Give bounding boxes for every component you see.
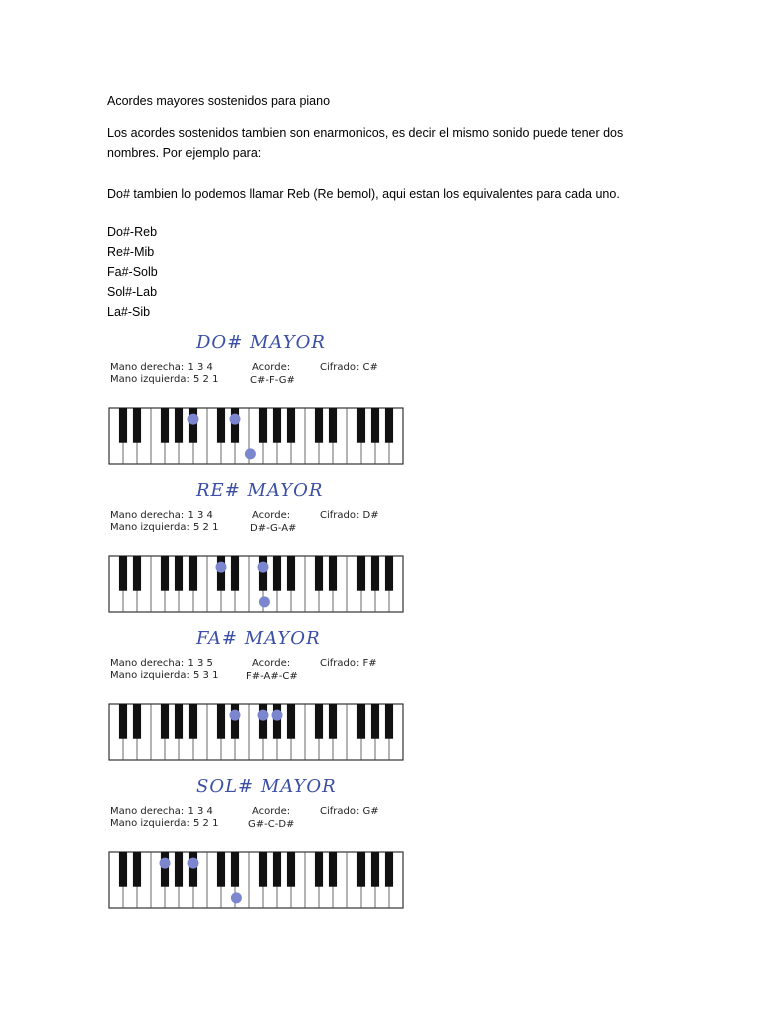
black-key [175,704,183,739]
black-key [357,852,365,887]
black-key [133,704,141,739]
equivalent-item: Fa#-Solb [107,265,158,279]
black-key [329,704,337,739]
black-key [133,408,141,443]
equivalent-item: Do#-Reb [107,225,158,239]
black-key [231,556,239,591]
black-key [133,852,141,887]
black-key [119,704,127,739]
black-key [329,556,337,591]
black-key [385,556,393,591]
finger-dot [216,562,227,573]
chord-title: DO# MAYOR [196,332,326,353]
black-key [175,408,183,443]
black-key [371,852,379,887]
left-hand-fingering: Mano izquierda: 5 2 1 [110,522,219,533]
intro-line-1: Los acordes sostenidos tambien son enarmonicos, es decir el mismo sonido puede tener dos [107,126,624,140]
right-hand-fingering: Mano derecha: 1 3 5 [110,658,213,669]
black-key [259,704,267,739]
black-key [287,852,295,887]
cifrado-label: Cifrado: G# [320,806,379,817]
example-sentence: Do# tambien lo podemos llamar Reb (Re bemol), aqui estan los equivalentes para cada uno. [107,187,620,201]
black-key [119,852,127,887]
left-hand-fingering: Mano izquierda: 5 2 1 [110,374,219,385]
black-key [189,556,197,591]
black-key [273,704,281,739]
acorde-label: Acorde: [252,806,291,817]
acorde-notes: F#-A#-C# [246,671,298,682]
chord-title: SOL# MAYOR [196,776,337,797]
chord-block-fa-sharp [108,628,408,776]
black-key [329,852,337,887]
black-key [371,408,379,443]
black-key [231,704,239,739]
page-heading: Acordes mayores sostenidos para piano [107,94,331,108]
chord-block-re-sharp [108,480,408,628]
acorde-notes: C#-F-G# [250,375,295,386]
right-hand-fingering: Mano derecha: 1 3 4 [110,362,213,373]
finger-dot [272,710,283,721]
right-hand-fingering: Mano derecha: 1 3 4 [110,806,213,817]
finger-dot [188,858,199,869]
finger-dot [188,414,199,425]
left-hand-fingering: Mano izquierda: 5 3 1 [110,670,219,681]
finger-dot [258,710,269,721]
finger-dot [230,414,241,425]
black-key [175,852,183,887]
piano-keyboard [108,850,404,910]
finger-dot [160,858,171,869]
black-key [273,408,281,443]
black-key [315,556,323,591]
black-key [189,852,197,887]
finger-dot [231,892,242,903]
right-hand-fingering: Mano derecha: 1 3 4 [110,510,213,521]
black-key [231,852,239,887]
black-key [287,556,295,591]
piano-keyboard [108,554,404,614]
left-hand-fingering: Mano izquierda: 5 2 1 [110,818,219,829]
piano-keyboard [108,702,404,762]
black-key [259,408,267,443]
chord-block-do-sharp [108,332,408,480]
equivalent-item: Sol#-Lab [107,285,158,299]
black-key [217,852,225,887]
equivalent-item: Re#-Mib [107,245,155,259]
chord-title: RE# MAYOR [196,480,324,501]
cifrado-label: Cifrado: D# [320,510,379,521]
black-key [315,852,323,887]
acorde-label: Acorde: [252,658,291,669]
black-key [315,704,323,739]
piano-keyboard [108,406,404,466]
black-key [189,408,197,443]
black-key [385,704,393,739]
black-key [161,408,169,443]
finger-dot [230,710,241,721]
cifrado-label: Cifrado: C# [320,362,378,373]
black-key [315,408,323,443]
black-key [371,704,379,739]
black-key [273,556,281,591]
black-key [385,852,393,887]
black-key [175,556,183,591]
black-key [231,408,239,443]
acorde-notes: G#-C-D# [248,819,295,830]
black-key [385,408,393,443]
black-key [329,408,337,443]
finger-dot [258,562,269,573]
acorde-label: Acorde: [252,362,291,373]
chord-title: FA# MAYOR [196,628,321,649]
black-key [217,704,225,739]
black-key [119,408,127,443]
black-key [259,852,267,887]
black-key [287,408,295,443]
finger-dot [245,448,256,459]
chord-block-sol-sharp [108,776,408,924]
black-key [371,556,379,591]
acorde-label: Acorde: [252,510,291,521]
black-key [161,556,169,591]
black-key [217,556,225,591]
black-key [357,408,365,443]
intro-line-2: nombres. Por ejemplo para: [107,146,262,160]
black-key [119,556,127,591]
black-key [273,852,281,887]
black-key [161,704,169,739]
acorde-notes: D#-G-A# [250,523,297,534]
black-key [161,852,169,887]
equivalent-item: La#-Sib [107,305,151,319]
black-key [259,556,267,591]
black-key [357,704,365,739]
black-key [357,556,365,591]
black-key [217,408,225,443]
black-key [189,704,197,739]
finger-dot [259,596,270,607]
black-key [133,556,141,591]
black-key [287,704,295,739]
cifrado-label: Cifrado: F# [320,658,377,669]
